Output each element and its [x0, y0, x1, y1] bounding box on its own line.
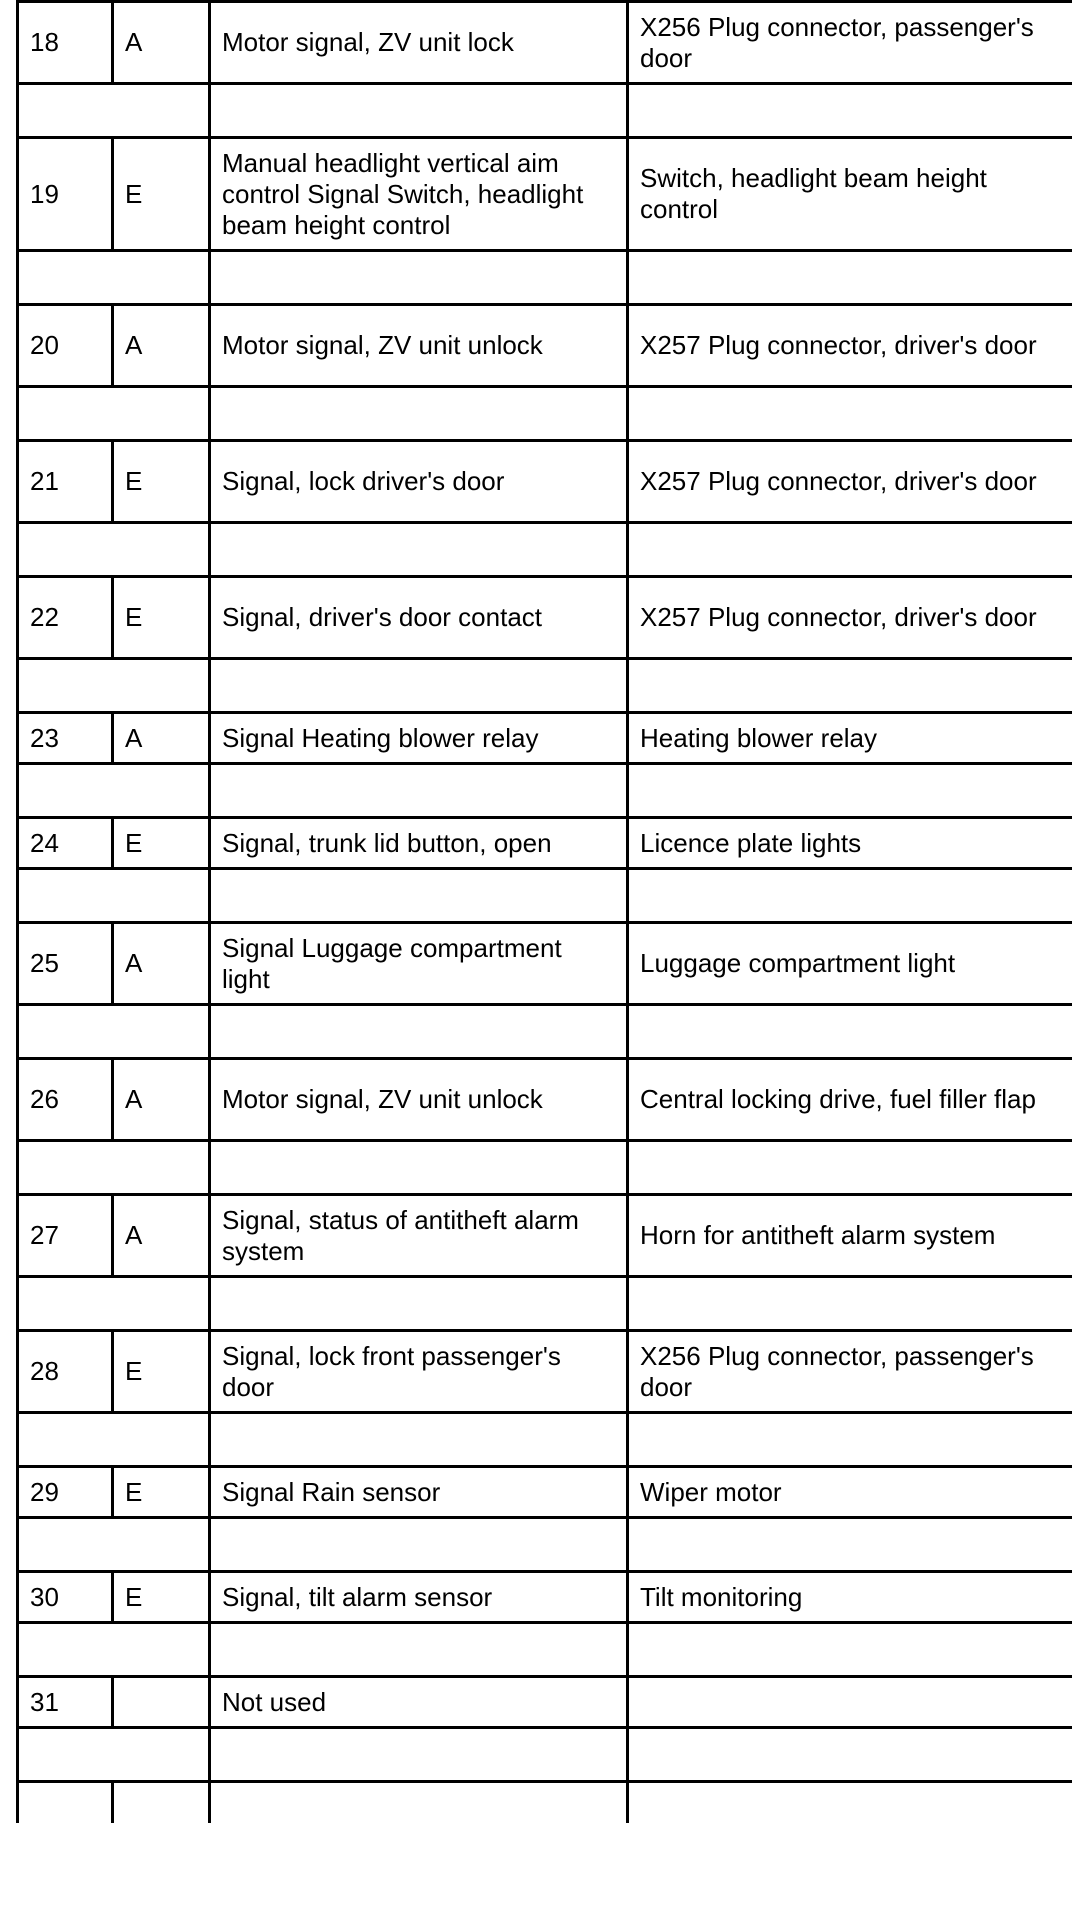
table-row [18, 577, 1073, 659]
spacer-row [18, 1141, 1073, 1195]
description-cell: Signal, driver's door contact [210, 577, 628, 659]
type-cell: A [113, 923, 210, 1005]
type-cell: E [113, 441, 210, 523]
spacer-cell [210, 1413, 628, 1467]
table-row [18, 923, 1073, 1005]
component-cell: Licence plate lights [628, 818, 1073, 869]
empty-cell [113, 1782, 210, 1824]
type-cell: A [113, 1195, 210, 1277]
component-cell: Tilt monitoring [628, 1572, 1073, 1623]
description-cell: Signal, lock driver's door [210, 441, 628, 523]
description-cell: Signal Luggage compartment light [210, 923, 628, 1005]
empty-cell [210, 1782, 628, 1824]
component-cell: X257 Plug connector, driver's door [628, 577, 1073, 659]
spacer-cell [210, 84, 628, 138]
pin-cell: 19 [18, 138, 113, 251]
spacer-cell [18, 1277, 210, 1331]
spacer-cell [210, 764, 628, 818]
description-cell: Not used [210, 1677, 628, 1728]
component-cell: Switch, headlight beam height control [628, 138, 1073, 251]
description-cell: Motor signal, ZV unit unlock [210, 305, 628, 387]
pin-assignment-table [16, 0, 1072, 1823]
spacer-cell [628, 869, 1073, 923]
spacer-cell [210, 1141, 628, 1195]
type-cell: E [113, 818, 210, 869]
type-cell: E [113, 138, 210, 251]
type-cell: E [113, 1331, 210, 1413]
spacer-cell [628, 1728, 1073, 1782]
spacer-cell [210, 869, 628, 923]
spacer-cell [210, 659, 628, 713]
table-row [18, 1467, 1073, 1518]
pin-table-body [18, 2, 1073, 1824]
description-cell: Signal, tilt alarm sensor [210, 1572, 628, 1623]
table-row [18, 818, 1073, 869]
pin-cell: 25 [18, 923, 113, 1005]
description-cell: Signal Heating blower relay [210, 713, 628, 764]
component-cell: X257 Plug connector, driver's door [628, 441, 1073, 523]
description-cell: Manual headlight vertical aim control Signal Switch, headlight beam height control [210, 138, 628, 251]
component-cell: Heating blower relay [628, 713, 1073, 764]
spacer-cell [18, 1728, 210, 1782]
spacer-row [18, 251, 1073, 305]
pin-cell: 21 [18, 441, 113, 523]
spacer-cell [210, 1623, 628, 1677]
spacer-row [18, 523, 1073, 577]
table-row [18, 713, 1073, 764]
component-cell: X256 Plug connector, passenger's door [628, 1331, 1073, 1413]
table-row [18, 305, 1073, 387]
spacer-row [18, 1728, 1073, 1782]
description-cell: Signal Rain sensor [210, 1467, 628, 1518]
spacer-cell [18, 764, 210, 818]
spacer-row [18, 1623, 1073, 1677]
pin-cell: 20 [18, 305, 113, 387]
table-row [18, 1331, 1073, 1413]
spacer-cell [18, 387, 210, 441]
table-row [18, 138, 1073, 251]
pin-cell: 27 [18, 1195, 113, 1277]
spacer-cell [210, 251, 628, 305]
spacer-cell [18, 1623, 210, 1677]
table-row [18, 1572, 1073, 1623]
spacer-row [18, 1413, 1073, 1467]
component-cell: Horn for antitheft alarm system [628, 1195, 1073, 1277]
spacer-row [18, 387, 1073, 441]
spacer-cell [18, 523, 210, 577]
spacer-cell [18, 659, 210, 713]
empty-cell [628, 1782, 1073, 1824]
spacer-cell [628, 1277, 1073, 1331]
table-row [18, 1677, 1073, 1728]
spacer-cell [210, 387, 628, 441]
spacer-cell [628, 387, 1073, 441]
spacer-cell [628, 251, 1073, 305]
component-cell: Luggage compartment light [628, 923, 1073, 1005]
spacer-row [18, 764, 1073, 818]
description-cell: Signal, status of antitheft alarm system [210, 1195, 628, 1277]
type-cell: E [113, 1572, 210, 1623]
pin-cell: 30 [18, 1572, 113, 1623]
component-cell: Wiper motor [628, 1467, 1073, 1518]
spacer-cell [210, 1518, 628, 1572]
spacer-row [18, 869, 1073, 923]
pin-cell: 24 [18, 818, 113, 869]
spacer-cell [628, 1623, 1073, 1677]
spacer-cell [628, 659, 1073, 713]
spacer-cell [210, 1728, 628, 1782]
table-row [18, 1059, 1073, 1141]
pin-cell: 22 [18, 577, 113, 659]
pin-cell: 28 [18, 1331, 113, 1413]
type-cell: A [113, 713, 210, 764]
spacer-row [18, 1518, 1073, 1572]
spacer-cell [18, 1518, 210, 1572]
type-cell: A [113, 305, 210, 387]
spacer-cell [628, 1518, 1073, 1572]
spacer-cell [210, 1005, 628, 1059]
spacer-cell [18, 869, 210, 923]
spacer-cell [628, 1005, 1073, 1059]
type-cell: E [113, 577, 210, 659]
description-cell: Motor signal, ZV unit lock [210, 2, 628, 84]
pin-assignment-table-wrap [16, 0, 1072, 1920]
table-row [18, 441, 1073, 523]
spacer-row [18, 84, 1073, 138]
component-cell [628, 1677, 1073, 1728]
pin-cell: 26 [18, 1059, 113, 1141]
spacer-cell [18, 84, 210, 138]
description-cell: Signal, lock front passenger's door [210, 1331, 628, 1413]
spacer-cell [210, 523, 628, 577]
spacer-cell [628, 523, 1073, 577]
component-cell: X257 Plug connector, driver's door [628, 305, 1073, 387]
spacer-cell [628, 764, 1073, 818]
description-cell: Signal, trunk lid button, open [210, 818, 628, 869]
spacer-row [18, 1277, 1073, 1331]
pin-cell: 18 [18, 2, 113, 84]
spacer-row [18, 659, 1073, 713]
spacer-cell [210, 1277, 628, 1331]
type-cell [113, 1677, 210, 1728]
description-cell: Motor signal, ZV unit unlock [210, 1059, 628, 1141]
cut-off-row [18, 1782, 1073, 1824]
spacer-row [18, 1005, 1073, 1059]
table-row [18, 1195, 1073, 1277]
pin-cell: 23 [18, 713, 113, 764]
type-cell: A [113, 2, 210, 84]
component-cell: Central locking drive, fuel filler flap [628, 1059, 1073, 1141]
spacer-cell [18, 251, 210, 305]
spacer-cell [18, 1141, 210, 1195]
pin-cell: 31 [18, 1677, 113, 1728]
component-cell: X256 Plug connector, passenger's door [628, 2, 1073, 84]
table-row [18, 2, 1073, 84]
spacer-cell [628, 1141, 1073, 1195]
spacer-cell [628, 84, 1073, 138]
spacer-cell [18, 1413, 210, 1467]
type-cell: E [113, 1467, 210, 1518]
type-cell: A [113, 1059, 210, 1141]
empty-cell [18, 1782, 113, 1824]
pin-cell: 29 [18, 1467, 113, 1518]
spacer-cell [628, 1413, 1073, 1467]
spacer-cell [18, 1005, 210, 1059]
